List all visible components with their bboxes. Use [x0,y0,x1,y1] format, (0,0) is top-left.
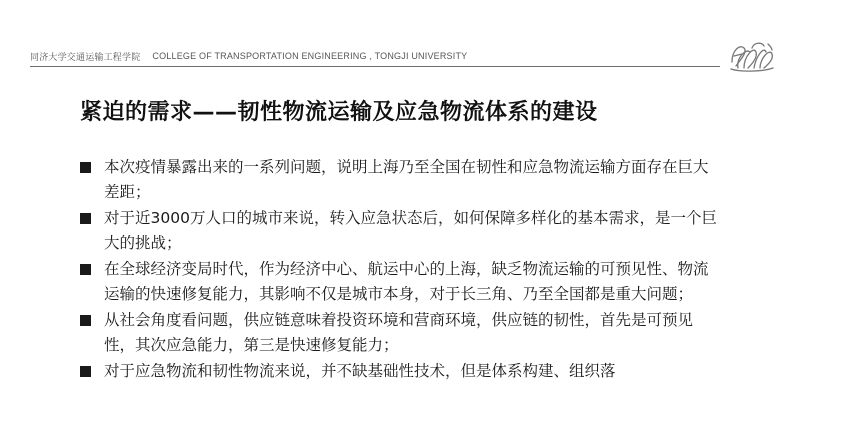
bullet-text: 在全球经济变局时代，作为经济中心、航运中心的上海，缺乏物流运输的可预见性、物流运输的快速修复能力，其影响不仅是城市本身，对于长三角、乃至全国都是重大问题； [104,260,709,303]
institution-name-en: COLLEGE OF TRANSPORTATION ENGINEERING , TONGJI UNIVERSITY [152,51,468,61]
bullet-item [78,206,718,256]
slide-title: 紧迫的需求——韧性物流运输及应急物流体系的建设 [80,100,598,125]
square-bullet-icon [80,315,91,326]
header-divider [30,66,720,67]
bullet-item [78,257,718,307]
square-bullet-icon [80,213,91,224]
bullet-item [78,359,718,384]
square-bullet-icon [80,162,91,173]
square-bullet-icon [80,264,91,275]
bullet-text: 对于近3000万人口的城市来说，转入应急状态后，如何保障多样化的基本需求，是一个巨大的挑战； [104,209,717,252]
tongji-university-logo-icon [728,38,776,74]
bullet-text: 本次疫情暴露出来的一系列问题，说明上海乃至全国在韧性和应急物流运输方面存在巨大差距； [104,158,709,201]
bullet-item [78,308,718,358]
institution-name-cn: 同济大学交通运输工程学院 [30,52,141,63]
slide-header [30,46,720,66]
bullet-text: 对于应急物流和韧性物流来说，并不缺基础性技术，但是体系构建、组织落 [104,362,616,380]
bullet-list [78,155,718,385]
bullet-text: 从社会角度看问题，供应链意味着投资环境和营商环境，供应链的韧性，首先是可预见性，其次应急能力，第三是快速修复能力； [104,311,694,354]
square-bullet-icon [80,366,91,377]
bullet-item [78,155,718,205]
